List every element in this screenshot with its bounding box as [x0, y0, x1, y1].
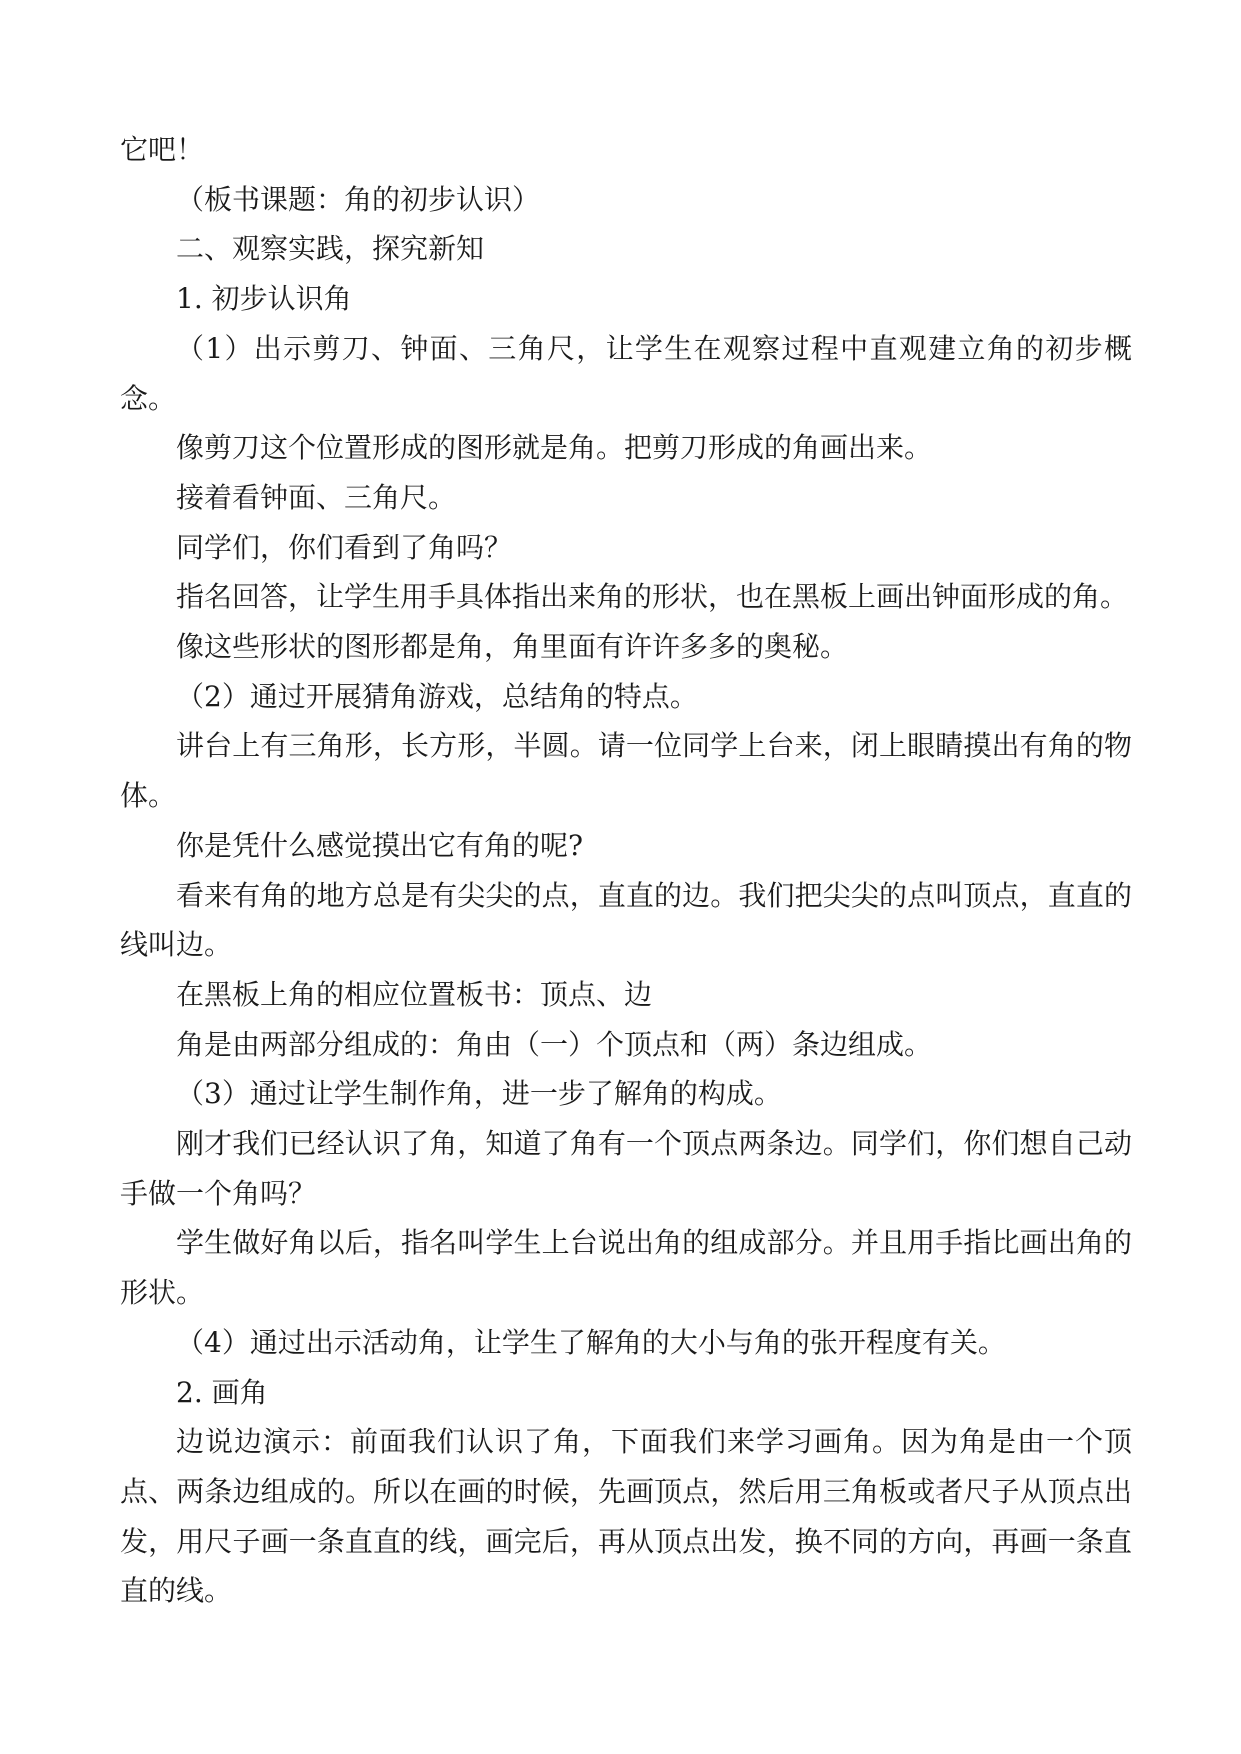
subsection-heading-1: 1. 初步认识角 [176, 282, 352, 316]
paragraph: 讲台上有三角形，长方形，半圆。请一位同学上台来，闭上眼睛摸出有角的物体。 [120, 729, 1132, 813]
step-4-paragraph: （4）通过出示活动角，让学生了解角的大小与角的张开程度有关。 [176, 1325, 1006, 1359]
section-heading-2: 二、观察实践，探究新知 [176, 232, 485, 266]
paragraph: 角是由两部分组成的：角由（一）个顶点和（两）条边组成。 [176, 1027, 933, 1061]
paragraph: 边说边演示：前面我们认识了角，下面我们来学习画角。因为角是由一个顶点、两条边组成的。所以在画的时候，先画顶点，然后用三角板或者尺子从顶点出发，用尺子画一条直直的线，画完后，再从顶点出发，换不同的方向，再画一条直直的线。 [120, 1425, 1132, 1608]
paragraph-board-title: （板书课题：角的初步认识） [176, 182, 541, 216]
subsection-heading-2: 2. 画角 [176, 1375, 268, 1409]
paragraph-continuation: 它吧！ [120, 133, 205, 166]
step-3-paragraph: （3）通过让学生制作角，进一步了解角的构成。 [176, 1077, 782, 1111]
paragraph: 看来有角的地方总是有尖尖的点，直直的边。我们把尖尖的点叫顶点，直直的线叫边。 [120, 878, 1132, 962]
paragraph: 你是凭什么感觉摸出它有角的呢? [176, 828, 584, 862]
paragraph: 学生做好角以后，指名叫学生上台说出角的组成部分。并且用手指比画出角的形状。 [120, 1226, 1132, 1310]
paragraph: 在黑板上角的相应位置板书：顶点、边 [176, 977, 653, 1011]
step-2-paragraph: （2）通过开展猜角游戏，总结角的特点。 [176, 679, 698, 713]
paragraph: 像剪刀这个位置形成的图形就是角。把剪刀形成的角画出来。 [176, 431, 933, 465]
paragraph: 像这些形状的图形都是角，角里面有许许多多的奥秘。 [176, 630, 849, 664]
document-page [120, 125, 1132, 1616]
paragraph: 指名回答，让学生用手具体指出来角的形状，也在黑板上画出钟面形成的角。 [176, 580, 1129, 614]
paragraph: 同学们，你们看到了角吗？ [176, 530, 513, 564]
step-1-paragraph: （1）出示剪刀、钟面、三角尺，让学生在观察过程中直观建立角的初步概念。 [120, 331, 1132, 415]
paragraph: 接着看钟面、三角尺。 [176, 480, 457, 514]
paragraph: 刚才我们已经认识了角，知道了角有一个顶点两条边。同学们，你们想自己动手做一个角吗？ [120, 1127, 1132, 1210]
